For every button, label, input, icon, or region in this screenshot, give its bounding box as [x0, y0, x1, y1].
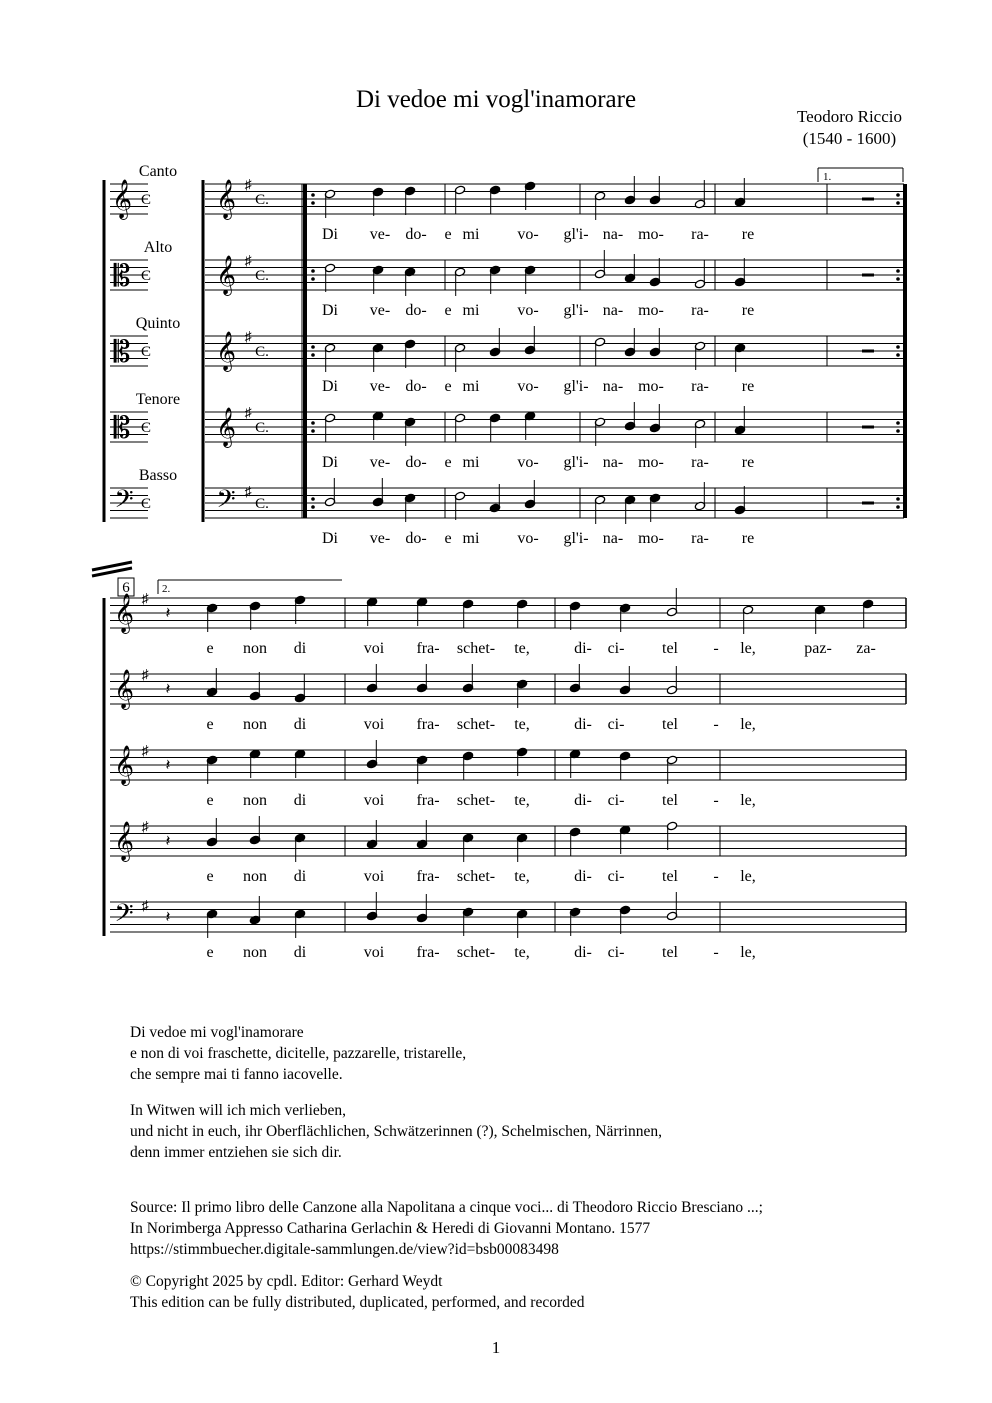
source-line: Source: Il primo libro delle Canzone alla Napolitana a cinque voci... di Theodoro Riccio Bresciano ...; [130, 1199, 763, 1216]
german-line: In Witwen will ich mich verlieben, [130, 1102, 347, 1119]
lyric-syllable: vo- [517, 454, 539, 471]
lyric-syllable: gl'i- [563, 226, 589, 243]
alto-clef-icon: 𝄡 [113, 260, 131, 293]
repeat-dot [311, 345, 315, 349]
source-text [130, 1197, 763, 1260]
key-signature-sharp-icon: ♯ [141, 592, 149, 607]
time-signature: C. [255, 420, 269, 436]
repeat-dot [311, 353, 315, 357]
time-signature: C [140, 268, 152, 284]
lyric-syllable: voi [363, 716, 385, 733]
lyric-syllable: te, [514, 716, 530, 733]
lyric-syllable: na- [602, 454, 624, 471]
lyric-syllable: schet- [456, 944, 496, 961]
time-signature: C. [255, 344, 269, 360]
key-signature-sharp-icon: ♯ [141, 899, 149, 914]
voice-name: Tenore [135, 391, 181, 408]
lyric-syllable: non [243, 716, 267, 733]
repeat-dot [896, 269, 900, 273]
lyric-syllable: - [713, 868, 719, 885]
lyric-syllable: voi [363, 792, 385, 809]
lyric-syllable: e [444, 302, 452, 319]
lyric-syllable: za- [856, 640, 876, 657]
quarter-rest: 𝄽 [165, 909, 171, 926]
lyric-syllable: le, [740, 640, 756, 657]
lyric-syllable: e [444, 530, 452, 547]
lyric-syllable: ci- [607, 792, 625, 809]
lyric-syllable: re [741, 530, 755, 547]
lyric-syllable: fra- [416, 868, 440, 885]
key-signature-sharp-icon: ♯ [244, 330, 252, 345]
treble-clef-icon: 𝄞 [113, 671, 135, 708]
lyric-syllable: ci- [607, 716, 625, 733]
voice-name: Basso [138, 467, 178, 484]
lyric-syllable: vo- [517, 378, 539, 395]
lyric-syllable: do- [405, 226, 427, 243]
lyric-syllable: mo- [638, 530, 664, 547]
key-signature-sharp-icon: ♯ [244, 254, 252, 269]
time-signature: C [140, 420, 152, 436]
lyric-syllable: mo- [638, 378, 664, 395]
lyric-syllable: tel [662, 716, 678, 733]
volta-1-label: 1. [823, 171, 832, 183]
italian-line: che sempre mai ti fanno iacovelle. [130, 1066, 343, 1083]
quarter-rest: 𝄽 [165, 605, 171, 622]
bass-clef-icon: 𝄢 [114, 486, 134, 519]
key-signature-sharp-icon: ♯ [244, 178, 252, 193]
treble-clef-icon: 𝄞 [215, 409, 237, 446]
lyric-syllable: mo- [638, 454, 664, 471]
repeat-dot [311, 201, 315, 205]
key-signature-sharp-icon: ♯ [141, 668, 149, 683]
lyric-syllable: di- [574, 868, 592, 885]
lyric-syllable: na- [602, 530, 624, 547]
lyric-syllable: non [243, 944, 267, 961]
key-signature-sharp-icon: ♯ [244, 406, 252, 421]
lyric-syllable: di [293, 792, 307, 809]
voice-name: Canto [138, 163, 178, 180]
german-line: und nicht in euch, ihr Oberflächlichen, Schwätzerinnen (?), Schelmischen, Närrinnen, [130, 1123, 662, 1140]
page-number: 1 [491, 1338, 501, 1357]
lyric-syllable: le, [740, 944, 756, 961]
repeat-dot [896, 505, 900, 509]
lyric-syllable: fra- [416, 944, 440, 961]
lyric-syllable: ci- [607, 868, 625, 885]
lyric-syllable: non [243, 868, 267, 885]
time-signature: C. [255, 496, 269, 512]
lyric-syllable: schet- [456, 792, 496, 809]
lyric-syllable: non [243, 640, 267, 657]
lyric-syllable: Di [322, 226, 338, 243]
lyric-syllable: ci- [607, 944, 625, 961]
lyric-syllable: mo- [638, 226, 664, 243]
copyright-text [130, 1271, 585, 1313]
italian-line: Di vedoe mi vogl'inamorare [130, 1024, 304, 1041]
repeat-dot [896, 345, 900, 349]
time-signature: C. [255, 268, 269, 284]
time-signature: C. [255, 192, 269, 208]
treble-clef-icon: 𝄞 [113, 823, 135, 860]
lyric-syllable: e [206, 716, 214, 733]
lyric-syllable: ra- [691, 454, 709, 471]
repeat-dot [311, 429, 315, 433]
italian-line: e non di voi fraschette, dicitelle, pazzarelle, tristarelle, [130, 1045, 467, 1062]
lyric-syllable: e [206, 792, 214, 809]
lyric-syllable: non [243, 792, 267, 809]
lyric-syllable: le, [740, 868, 756, 885]
repeat-dot [896, 277, 900, 281]
page-title: Di vedoe mi vogl'inamorare [355, 86, 637, 113]
lyric-syllable: di- [574, 792, 592, 809]
treble-clef-icon: 𝄞 [215, 181, 237, 218]
voice-name: Quinto [135, 315, 181, 332]
lyric-syllable: - [713, 716, 719, 733]
lyric-syllable: do- [405, 530, 427, 547]
lyric-syllable: na- [602, 378, 624, 395]
lyric-syllable: paz- [804, 640, 832, 657]
lyric-syllable: schet- [456, 640, 496, 657]
repeat-dot [311, 497, 315, 501]
lyric-syllable: tel [662, 792, 678, 809]
lyric-syllable: e [206, 868, 214, 885]
bass-clef-icon: 𝄢 [216, 486, 236, 519]
repeat-dot [311, 277, 315, 281]
lyric-syllable: voi [363, 868, 385, 885]
lyric-syllable: schet- [456, 716, 496, 733]
lyric-syllable: ve- [369, 530, 391, 547]
lyric-syllable: voi [363, 944, 385, 961]
repeat-dot [311, 269, 315, 273]
composer-name: Teodoro Riccio [796, 107, 902, 126]
lyric-syllable: voi [363, 640, 385, 657]
lyric-syllable: mi [462, 378, 480, 395]
lyric-syllable: ve- [369, 454, 391, 471]
quarter-rest: 𝄽 [165, 833, 171, 850]
lyric-syllable: gl'i- [563, 454, 589, 471]
volta-2-label: 2. [162, 583, 171, 595]
lyric-syllable: gl'i- [563, 378, 589, 395]
treble-clef-icon: 𝄞 [215, 333, 237, 370]
alto-clef-icon: 𝄡 [113, 412, 131, 445]
lyric-syllable: e [444, 378, 452, 395]
key-signature-sharp-icon: ♯ [141, 744, 149, 759]
lyric-syllable: do- [405, 454, 427, 471]
lyric-syllable: mi [462, 302, 480, 319]
german-text [130, 1100, 662, 1163]
lyric-syllable: gl'i- [563, 530, 589, 547]
source-line: In Norimberga Appresso Catharina Gerlachin & Heredi di Giovanni Montano. 1577 [130, 1220, 651, 1237]
lyric-syllable: ve- [369, 378, 391, 395]
lyric-syllable: mi [462, 454, 480, 471]
italian-text [130, 1022, 466, 1085]
lyric-syllable: le, [740, 716, 756, 733]
lyric-syllable: le, [740, 792, 756, 809]
lyric-syllable: re [741, 378, 755, 395]
lyric-syllable: te, [514, 944, 530, 961]
lyric-syllable: e [444, 226, 452, 243]
treble-clef-icon: 𝄞 [113, 595, 135, 632]
lyric-syllable: schet- [456, 868, 496, 885]
lyric-syllable: fra- [416, 640, 440, 657]
lyric-syllable: ve- [369, 302, 391, 319]
lyric-syllable: Di [322, 454, 338, 471]
repeat-dot [896, 497, 900, 501]
lyric-syllable: gl'i- [563, 302, 589, 319]
german-line: denn immer entziehen sie sich dir. [130, 1144, 342, 1161]
quarter-rest: 𝄽 [165, 757, 171, 774]
quarter-rest: 𝄽 [165, 681, 171, 698]
lyric-syllable: di [293, 944, 307, 961]
lyric-syllable: Di [322, 530, 338, 547]
lyric-syllable: mi [462, 530, 480, 547]
time-signature: C [140, 344, 152, 360]
bass-clef-icon: 𝄢 [114, 900, 134, 933]
repeat-dot [896, 193, 900, 197]
lyric-syllable: te, [514, 640, 530, 657]
treble-clef-icon: 𝄞 [113, 747, 135, 784]
lyric-syllable: di- [574, 944, 592, 961]
lyric-syllable: do- [405, 378, 427, 395]
copyright-line: © Copyright 2025 by cpdl. Editor: Gerhard Weydt [130, 1273, 443, 1290]
lyric-syllable: re [741, 226, 755, 243]
repeat-dot [311, 505, 315, 509]
lyric-syllable: tel [662, 944, 678, 961]
lyric-syllable: Di [322, 302, 338, 319]
lyric-syllable: ra- [691, 530, 709, 547]
lyric-syllable: di- [574, 640, 592, 657]
lyric-syllable: te, [514, 792, 530, 809]
lyric-syllable: di [293, 640, 307, 657]
treble-clef-icon: 𝄞 [215, 257, 237, 294]
repeat-dot [896, 429, 900, 433]
lyric-syllable: Di [322, 378, 338, 395]
repeat-dot [311, 421, 315, 425]
composer-dates: (1540 - 1600) [802, 129, 897, 148]
repeat-dot [896, 201, 900, 205]
lyric-syllable: - [713, 640, 719, 657]
lyric-syllable: di- [574, 716, 592, 733]
time-signature: C [140, 496, 152, 512]
alto-clef-icon: 𝄡 [113, 336, 131, 369]
lyric-syllable: vo- [517, 302, 539, 319]
lyric-syllable: fra- [416, 792, 440, 809]
lyric-syllable: ve- [369, 226, 391, 243]
repeat-dot [896, 353, 900, 357]
lyric-syllable: ra- [691, 302, 709, 319]
lyric-syllable: tel [662, 640, 678, 657]
lyric-syllable: ra- [691, 378, 709, 395]
lyric-syllable: e [206, 640, 214, 657]
lyric-syllable: do- [405, 302, 427, 319]
treble-clef-icon: 𝄞 [111, 181, 133, 218]
lyric-syllable: mi [462, 226, 480, 243]
voice-name: Alto [143, 239, 173, 256]
lyric-syllable: vo- [517, 226, 539, 243]
lyric-syllable: ci- [607, 640, 625, 657]
lyric-syllable: e [444, 454, 452, 471]
lyric-syllable: na- [602, 302, 624, 319]
lyric-syllable: - [713, 944, 719, 961]
measure-number: 6 [122, 580, 130, 596]
lyric-syllable: na- [602, 226, 624, 243]
time-signature: C [140, 192, 152, 208]
repeat-dot [311, 193, 315, 197]
lyric-syllable: ra- [691, 226, 709, 243]
lyric-syllable: e [206, 944, 214, 961]
lyric-syllable: mo- [638, 302, 664, 319]
license-line: This edition can be fully distributed, duplicated, performed, and recorded [130, 1294, 585, 1311]
lyric-syllable: - [713, 792, 719, 809]
repeat-dot [896, 421, 900, 425]
lyric-syllable: re [741, 302, 755, 319]
lyric-syllable: di [293, 868, 307, 885]
lyric-syllable: di [293, 716, 307, 733]
lyric-syllable: vo- [517, 530, 539, 547]
lyric-syllable: te, [514, 868, 530, 885]
lyric-syllable: tel [662, 868, 678, 885]
key-signature-sharp-icon: ♯ [141, 820, 149, 835]
lyric-syllable: re [741, 454, 755, 471]
lyric-syllable: fra- [416, 716, 440, 733]
source-link[interactable]: https://stimmbuecher.digitale-sammlungen.de/view?id=bsb00083498 [130, 1241, 559, 1258]
key-signature-sharp-icon: ♯ [244, 485, 252, 500]
